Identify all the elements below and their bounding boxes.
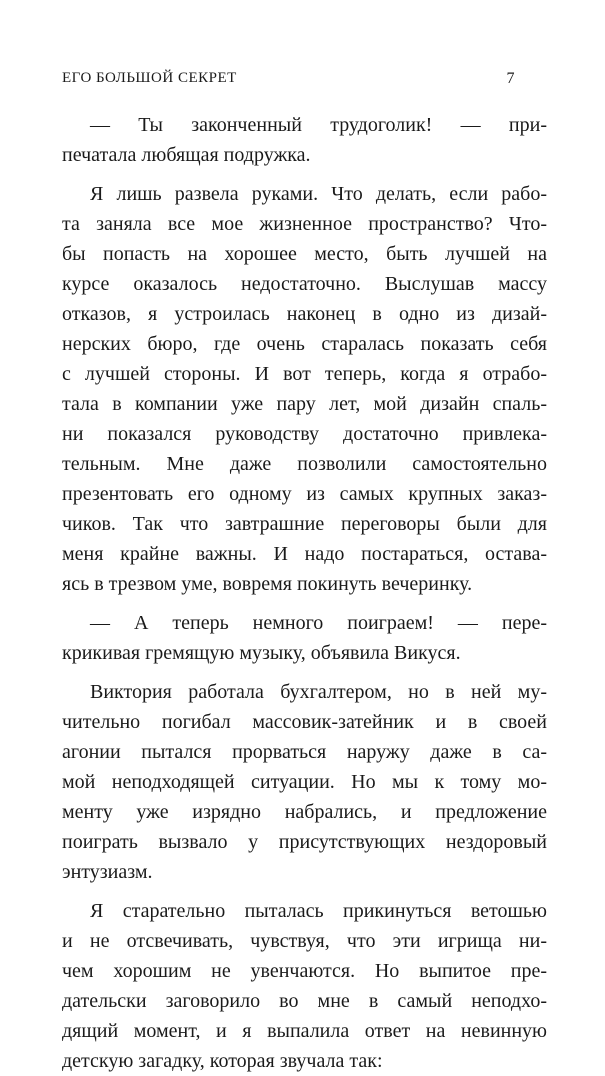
text-line: презентовать его одному из самых крупных заказ- [62,483,547,505]
text-line: менту уже изрядно набрались, и предложение [62,801,547,823]
text-line: чиков. Так что завтрашние переговоры были для [62,513,547,535]
text-line: дящий момент, и я выпалила ответ на невинную [62,1020,547,1042]
running-title: ЕГО БОЛЬШОЙ СЕКРЕТ [62,70,237,86]
text-line: бы попасть на хорошее место, быть лучшей на [62,243,547,265]
paragraph [62,608,547,668]
text-line: курсе оказалось недостаточно. Выслушав массу [62,273,547,295]
paragraph [62,677,547,887]
paragraph [62,110,547,170]
text-line: дательски заговорило во мне в самый неподхо- [62,990,547,1012]
body-text [62,110,547,1076]
text-line: ни показался руководству достаточно привлека- [62,423,547,445]
text-line: агонии пытался прорваться наружу даже в са- [62,741,547,763]
text-line: нерских бюро, где очень старалась показать себя [62,333,547,355]
text-line: Виктория работала бухгалтером, но в ней му- [90,681,547,703]
text-line: тельным. Мне даже позволили самостоятельно [62,453,547,475]
paragraph [62,896,547,1076]
text-line: печатала любящая подружка. [62,144,311,166]
text-line: с лучшей стороны. И вот теперь, когда я отрабо- [62,363,547,385]
text-line: чительно погибал массовик-затейник и в своей [62,711,547,733]
page-number: 7 [506,70,515,87]
paragraph [62,179,547,599]
text-line: тала в компании уже пару лет, мой дизайн спаль- [62,393,547,415]
text-line: меня крайне важны. И надо постараться, остава- [62,543,547,565]
text-line: — Ты законченный трудоголик! — при- [90,114,547,136]
text-line: Я лишь развела руками. Что делать, если рабо- [90,183,547,205]
text-line: та заняла все мое жизненное пространство? Что- [62,213,547,235]
text-line: и не отсвечивать, чувствуя, что эти игрища ни- [62,930,547,952]
text-line: поиграть вызвало у присутствующих нездоровый [62,831,547,853]
text-line: детскую загадку, которая звучала так: [62,1050,383,1072]
text-line: чем хорошим не увенчаются. Но выпитое пре- [62,960,547,982]
text-line: — А теперь немного поиграем! — пере- [90,612,547,634]
text-line: мой неподходящей ситуации. Но мы к тому мо- [62,771,547,793]
text-line: ясь в трезвом уме, вовремя покинуть вечеринку. [62,573,473,595]
text-line: энтузиазм. [62,861,153,883]
text-line: крикивая гремящую музыку, объявила Викуся. [62,642,461,664]
text-line: Я старательно пыталась прикинуться ветошью [90,900,547,922]
text-line: отказов, я устроилась наконец в одно из дизай- [62,303,547,325]
running-head [62,70,515,92]
